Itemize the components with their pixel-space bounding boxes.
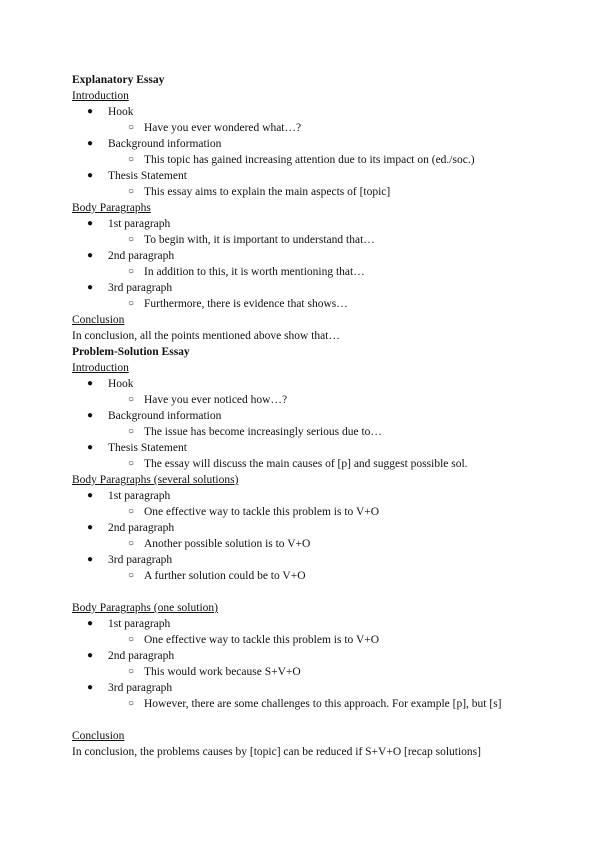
list-subitem: ○ One effective way to tackle this problem is to V+O [128, 634, 380, 646]
list-item: ● 1st paragraph [87, 490, 171, 502]
list-item: ● 3rd paragraph [87, 554, 173, 566]
list-subitem: ○ This topic has gained increasing attention due to its impact on (ed./soc.) [128, 154, 475, 166]
explanatory-conclusion-heading: Conclusion [72, 314, 125, 326]
list-subitem: ○ To begin with, it is important to understand that… [128, 234, 375, 246]
list-subitem: ○ This would work because S+V+O [128, 666, 301, 678]
list-item: ● 1st paragraph [87, 618, 171, 630]
circle-bullet-icon: ○ [128, 570, 135, 581]
list-item: ● 3rd paragraph [87, 282, 173, 294]
list-item: ● Hook [87, 378, 134, 390]
ps-body-several-heading: Body Paragraphs (several solutions) [72, 474, 239, 486]
ps-conclusion-heading: Conclusion [72, 730, 125, 742]
circle-bullet-icon: ○ [128, 394, 135, 405]
bullet-icon: ● [87, 554, 94, 565]
list-subitem: ○ A further solution could be to V+O [128, 570, 306, 582]
list-item: ● 1st paragraph [87, 218, 171, 230]
list-item: ● Thesis Statement [87, 170, 187, 182]
list-subitem: ○ Have you ever noticed how…? [128, 394, 288, 406]
bullet-icon: ● [87, 106, 94, 117]
bullet-icon: ● [87, 282, 94, 293]
bullet-icon: ● [87, 378, 94, 389]
list-item: ● 2nd paragraph [87, 250, 175, 262]
list-subitem: ○ One effective way to tackle this problem is to V+O [128, 506, 380, 518]
explanatory-intro-heading: Introduction [72, 90, 129, 102]
list-item: ● Background information [87, 410, 222, 422]
list-item: ● 3rd paragraph [87, 682, 173, 694]
list-item: ● 2nd paragraph [87, 650, 175, 662]
list-subitem: ○ This essay aims to explain the main aspects of [topic] [128, 186, 391, 198]
list-subitem: ○ In addition to this, it is worth mentioning that… [128, 266, 365, 278]
explanatory-body-heading: Body Paragraphs [72, 202, 151, 214]
bullet-icon: ● [87, 490, 94, 501]
bullet-icon: ● [87, 250, 94, 261]
bullet-icon: ● [87, 170, 94, 181]
ps-intro-heading: Introduction [72, 362, 129, 374]
circle-bullet-icon: ○ [128, 298, 135, 309]
circle-bullet-icon: ○ [128, 634, 135, 645]
bullet-icon: ● [87, 650, 94, 661]
bullet-icon: ● [87, 682, 94, 693]
circle-bullet-icon: ○ [128, 266, 135, 277]
circle-bullet-icon: ○ [128, 186, 135, 197]
blank-line [72, 584, 552, 600]
list-item: ● Hook [87, 106, 134, 118]
bullet-icon: ● [87, 138, 94, 149]
explanatory-title: Explanatory Essay [72, 74, 165, 86]
explanatory-conclusion-text: In conclusion, all the points mentioned above show that… [72, 330, 340, 342]
bullet-icon: ● [87, 522, 94, 533]
circle-bullet-icon: ○ [128, 154, 135, 165]
bullet-icon: ● [87, 218, 94, 229]
circle-bullet-icon: ○ [128, 426, 135, 437]
list-item: ● 2nd paragraph [87, 522, 175, 534]
bullet-icon: ● [87, 442, 94, 453]
list-subitem: ○ The issue has become increasingly serious due to… [128, 426, 382, 438]
circle-bullet-icon: ○ [128, 458, 135, 469]
circle-bullet-icon: ○ [128, 666, 135, 677]
ps-body-one-heading: Body Paragraphs (one solution) [72, 602, 218, 614]
list-item: ● Thesis Statement [87, 442, 187, 454]
circle-bullet-icon: ○ [128, 698, 135, 709]
circle-bullet-icon: ○ [128, 538, 135, 549]
blank-line [72, 712, 552, 728]
circle-bullet-icon: ○ [128, 122, 135, 133]
list-subitem: ○ The essay will discuss the main causes of [p] and suggest possible sol. [128, 458, 468, 470]
ps-conclusion-text: In conclusion, the problems causes by [topic] can be reduced if S+V+O [recap solutions] [72, 746, 481, 758]
problem-solution-title: Problem-Solution Essay [72, 346, 190, 358]
circle-bullet-icon: ○ [128, 506, 135, 517]
list-subitem: ○ However, there are some challenges to this approach. For example [p], but [s] [128, 698, 502, 710]
list-subitem: ○ Have you ever wondered what…? [128, 122, 302, 134]
list-subitem: ○ Another possible solution is to V+O [128, 538, 311, 550]
circle-bullet-icon: ○ [128, 234, 135, 245]
document-page [72, 72, 552, 760]
bullet-icon: ● [87, 410, 94, 421]
list-subitem: ○ Furthermore, there is evidence that shows… [128, 298, 348, 310]
bullet-icon: ● [87, 618, 94, 629]
list-item: ● Background information [87, 138, 222, 150]
